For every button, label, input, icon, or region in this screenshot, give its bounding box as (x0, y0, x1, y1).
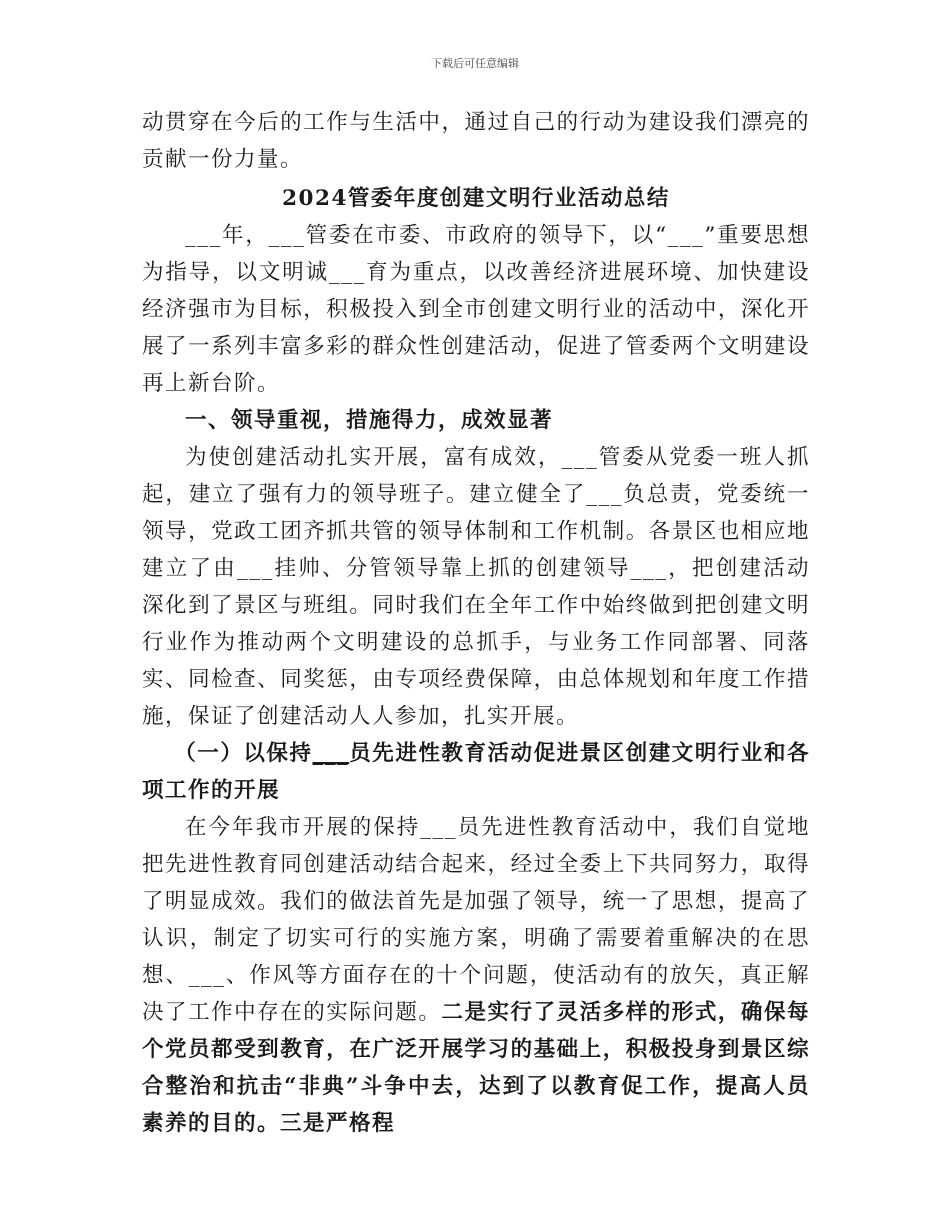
subsection-heading-blank: ___ (312, 741, 350, 766)
page-header: 下载后可任意编辑 (431, 57, 519, 70)
subsection-heading-1 (142, 735, 810, 809)
paragraph-continued: 动贯穿在今后的工作与生活中，通过自己的行动为建设我们漂亮的贡献一份力量。 (142, 110, 810, 172)
document-title: 2024管委年度创建文明行业活动总结 (282, 186, 670, 211)
section-heading-1: 一、领导重视，措施得力，成效显著 (185, 408, 554, 433)
paragraph-intro: ___年，___管委在市委、市政府的领导下，以“___”重要思想为指导，以文明诚___育为重点，以改善经济进展环境、加快建设经济强市为目标，积极投入到全市创建文明行业的活动中，深化开展了一系列丰富多彩的群众性创建活动，促进了管委两个文明建设再上新台阶。 (142, 223, 810, 396)
subsection-heading-part1: （一）以保持 (174, 741, 313, 766)
paragraph-education-bold: 二是实行了灵活多样的形式，确保每个党员都受到教育，在广泛开展学习的基础上，积极投身到景区综合整治和抗击“非典”斗争中去，达到了以教育促工作，提高人员素养的目的。三是严格程 (142, 1000, 810, 1136)
paragraph-education (142, 809, 810, 1142)
paragraph-leadership: 为使创建活动扎实开展，富有成效，___管委从党委一班人抓起，建立了强有力的领导班子。建立健全了___负总责，党委统一领导，党政工团齐抓共管的领导体制和工作机制。各景区也相应地建立了由___挂帅、分管领导靠上抓的创建领导___，把创建活动深化到了景区与班组。同时我们在全年工作中始终做到把创建文明行业作为推动两个文明建设的总抓手，与业务工作同部署、同落实、同检查、同奖惩，由专项经费保障，由总体规划和年度工作措施，保证了创建活动人人参加，扎实开展。 (142, 445, 810, 729)
paragraph-education-normal: 在今年我市开展的保持___员先进性教育活动中，我们自觉地把先进性教育同创建活动结合起来，经过全委上下共同努力，取得了明显成效。我们的做法首先是加强了领导，统一了思想，提高了认识，制定了切实可行的实施方案，明确了需要着重解决的在思想、___、作风等方面存在的十个问题，使活动有的放矢，真正解决了工作中存在的实际问题。 (142, 815, 810, 1025)
document-body (142, 104, 810, 1142)
subsection-heading-part2: 员先进性教育活动促进景区创建文明行业和各项工作的开展 (142, 741, 810, 803)
